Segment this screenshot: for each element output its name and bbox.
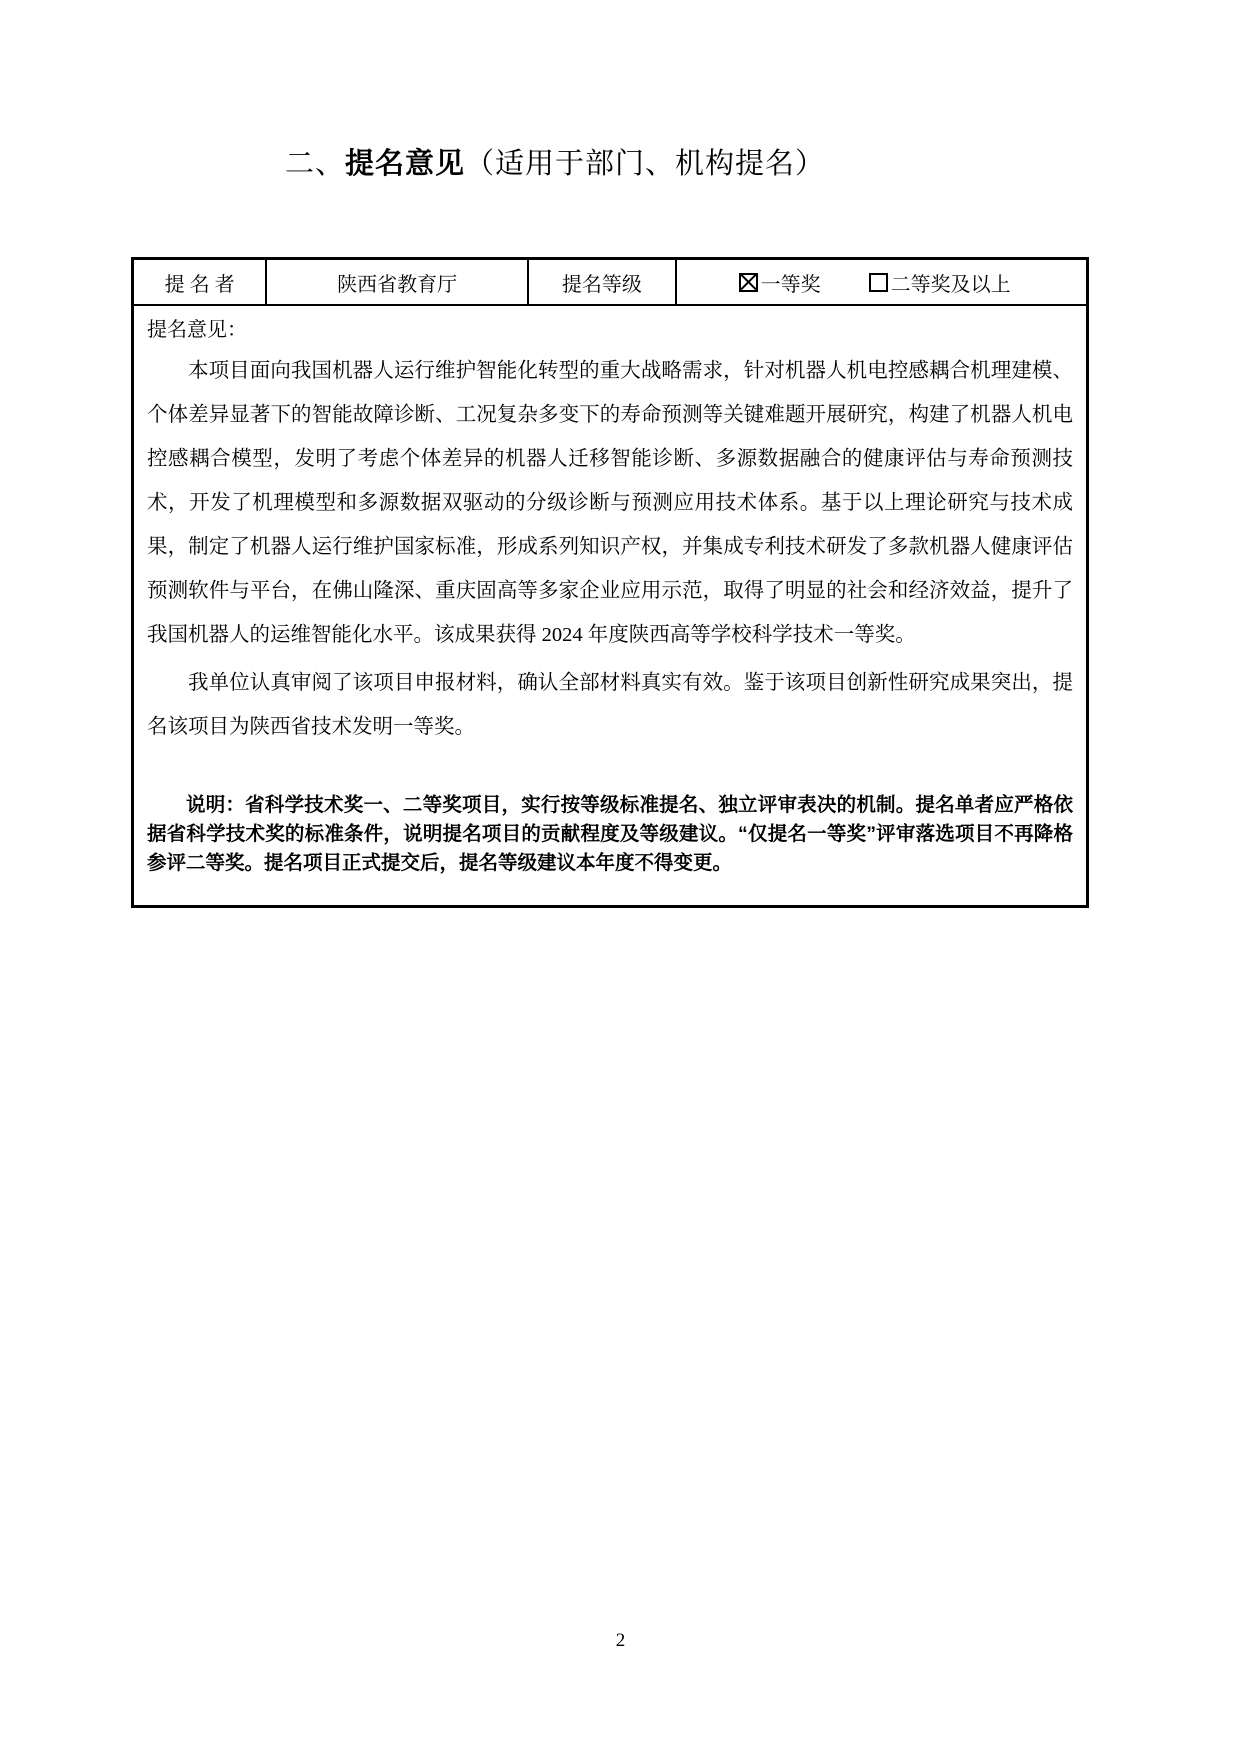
grade-option-second-prize-label: 二等奖及以上	[890, 273, 1011, 296]
page-title-prefix: 二、	[284, 148, 345, 180]
page-number: 2	[615, 1630, 626, 1651]
checkbox-first-prize-icon[interactable]	[739, 273, 758, 292]
grade-label: 提名等级	[529, 260, 677, 304]
form-header-row	[134, 260, 1086, 306]
opinion-paragraph-1: 本项目面向我国机器人运行维护智能化转型的重大战略需求，针对机器人机电控感耦合机理建模、个体差异显著下的智能故障诊断、工况复杂多变下的寿命预测等关键难题开展研究，构建了机器人机电控感耦合模型，发明了考虑个体差异的机器人迁移智能诊断、多源数据融合的健康评估与寿命预测技术，开发了机理模型和多源数据双驱动的分级诊断与预测应用技术体系。基于以上理论研究与技术成果，制定了机器人运行维护国家标准，形成系列知识产权，并集成专利技术研发了多款机器人健康评估预测软件与平台，在佛山隆深、重庆固高等多家企业应用示范，取得了明显的社会和经济效益，提升了我国机器人的运维智能化水平。该成果获得 2024 年度陕西高等学校科学技术一等奖。	[147, 360, 1073, 646]
page-title-main: 提名意见	[344, 148, 465, 180]
note-paragraph: 说明：省科学技术奖一、二等奖项目，实行按等级标准提名、独立评审表决的机制。提名单者应严格依据省科学技术奖的标准条件，说明提名项目的贡献程度及等级建议。“仅提名一等奖”评审落选项目不再降格参评二等奖。提名项目正式提交后，提名等级建议本年度不得变更。	[147, 794, 1073, 874]
grade-option-first-prize-label: 一等奖	[760, 273, 821, 296]
nomination-form-table	[131, 257, 1089, 908]
grade-option-second-prize[interactable]	[869, 268, 1011, 297]
grade-option-first-prize[interactable]	[739, 268, 821, 297]
checkbox-second-prize-icon[interactable]	[869, 273, 888, 292]
nominator-value: 陕西省教育厅	[267, 260, 529, 304]
opinion-paragraph-2: 我单位认真审阅了该项目申报材料，确认全部材料真实有效。鉴于该项目创新性研究成果突出，提名该项目为陕西省技术发明一等奖。	[147, 672, 1073, 738]
opinion-label: 提名意见：	[147, 319, 247, 341]
grade-options	[677, 260, 1086, 304]
page-title	[0, 141, 1110, 182]
opinion-cell	[134, 306, 1086, 905]
nominator-label: 提 名 者	[134, 260, 267, 304]
page-title-suffix: （适用于部门、机构提名）	[465, 148, 826, 180]
